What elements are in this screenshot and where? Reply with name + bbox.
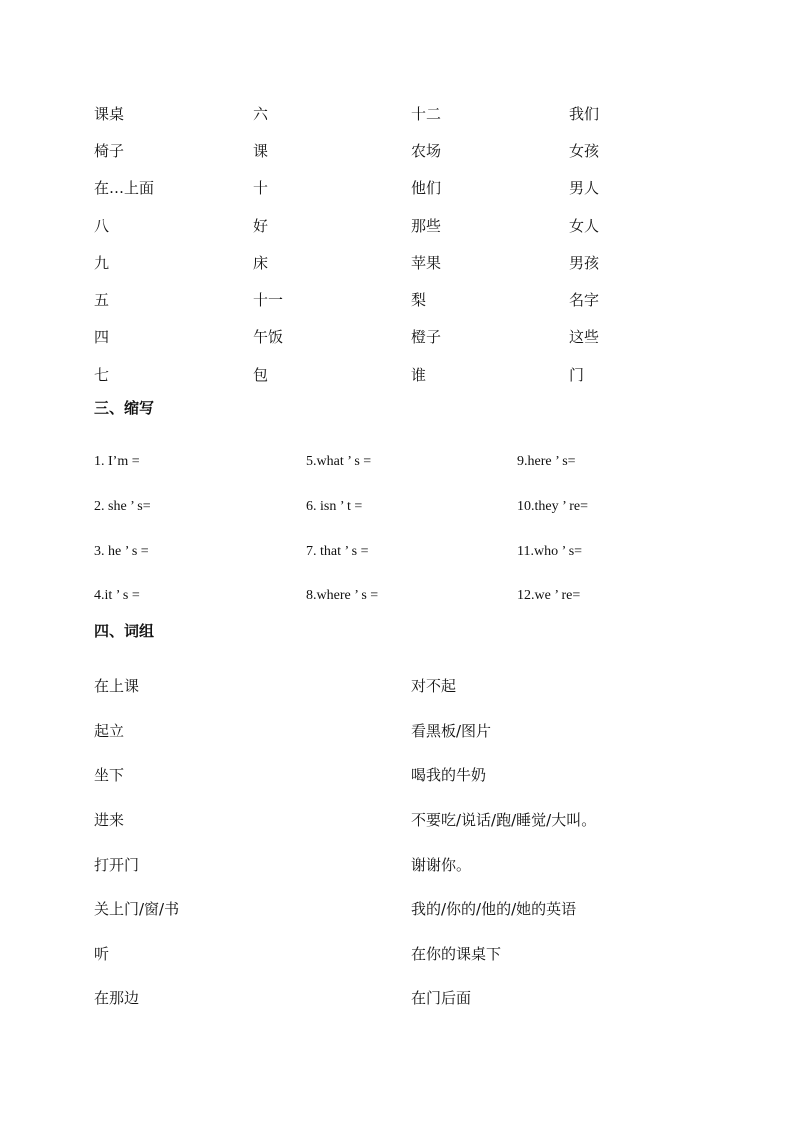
vocab-word: 包 xyxy=(253,365,269,384)
vocab-word: 六 xyxy=(253,104,269,123)
vocab-word: 好 xyxy=(253,216,269,235)
phrase-item: 不要吃/说话/跑/睡觉/大叫。 xyxy=(411,811,597,830)
phrase-row xyxy=(94,798,694,843)
abbreviation-row xyxy=(94,440,654,485)
phrase-item: 在那边 xyxy=(94,989,140,1008)
abbreviation-row xyxy=(94,485,654,530)
phrase-item: 在上课 xyxy=(94,677,140,696)
phrase-item: 关上门/窗/书 xyxy=(94,900,180,919)
vocab-word: 他们 xyxy=(411,179,442,198)
phrase-list xyxy=(94,664,694,1021)
vocab-word: 十一 xyxy=(253,291,284,310)
phrase-row xyxy=(94,932,694,977)
phrase-item: 打开门 xyxy=(94,855,140,874)
vocab-word: 课桌 xyxy=(94,104,125,123)
abbreviation-item: 4.it ’ s = xyxy=(94,588,140,604)
vocab-word: 这些 xyxy=(569,328,600,347)
phrase-row xyxy=(94,976,694,1021)
section-heading-abbreviations: 三、缩写 xyxy=(94,399,155,417)
vocab-row xyxy=(94,281,654,318)
vocab-word: 农场 xyxy=(411,141,442,160)
phrase-item: 我的/你的/他的/她的英语 xyxy=(411,900,577,919)
abbreviation-row xyxy=(94,529,654,574)
vocab-word: 苹果 xyxy=(411,253,442,272)
abbreviation-grid xyxy=(94,440,654,619)
section-heading-phrases: 四、词组 xyxy=(94,622,155,640)
vocab-row xyxy=(94,207,654,244)
vocab-row xyxy=(94,319,654,356)
abbreviation-item: 5.what ’ s = xyxy=(306,454,372,470)
phrase-item: 坐下 xyxy=(94,766,125,785)
phrase-row xyxy=(94,842,694,887)
vocab-word: 午饭 xyxy=(253,328,284,347)
abbreviation-item: 3. he ’ s = xyxy=(94,543,149,559)
phrase-item: 谢谢你。 xyxy=(411,855,472,874)
vocab-row xyxy=(94,95,654,132)
phrase-item: 进来 xyxy=(94,811,125,830)
vocab-word: 在…上面 xyxy=(94,179,155,198)
vocab-word: 男人 xyxy=(569,179,600,198)
phrase-item: 起立 xyxy=(94,721,125,740)
vocab-word: 我们 xyxy=(569,104,600,123)
abbreviation-item: 1. I’m = xyxy=(94,454,140,470)
vocab-word: 名字 xyxy=(569,291,600,310)
vocab-word: 四 xyxy=(94,328,110,347)
vocab-row xyxy=(94,132,654,169)
phrase-item: 看黑板/图片 xyxy=(411,721,492,740)
phrase-item: 在你的课桌下 xyxy=(411,944,502,963)
abbreviation-item: 7. that ’ s = xyxy=(306,543,369,559)
vocab-word: 八 xyxy=(94,216,110,235)
abbreviation-item: 2. she ’ s= xyxy=(94,499,151,515)
vocab-word: 十二 xyxy=(411,104,442,123)
vocab-word: 谁 xyxy=(411,365,427,384)
vocab-row xyxy=(94,170,654,207)
phrase-row xyxy=(94,753,694,798)
abbreviation-item: 12.we ’ re= xyxy=(517,588,581,604)
vocab-word: 课 xyxy=(253,141,269,160)
vocab-word: 橙子 xyxy=(411,328,442,347)
abbreviation-row xyxy=(94,574,654,619)
phrase-row xyxy=(94,664,694,709)
vocab-word: 五 xyxy=(94,291,110,310)
vocab-word: 床 xyxy=(253,253,269,272)
abbreviation-item: 8.where ’ s = xyxy=(306,588,379,604)
vocab-row xyxy=(94,244,654,281)
vocab-word: 椅子 xyxy=(94,141,125,160)
vocab-word: 七 xyxy=(94,365,110,384)
phrase-row xyxy=(94,709,694,754)
phrase-row xyxy=(94,887,694,932)
abbreviation-item: 11.who ’ s= xyxy=(517,543,583,559)
vocab-row xyxy=(94,356,654,393)
vocab-word: 梨 xyxy=(411,291,427,310)
abbreviation-item: 10.they ’ re= xyxy=(517,499,588,515)
vocab-word: 女孩 xyxy=(569,141,600,160)
phrase-item: 对不起 xyxy=(411,677,457,696)
phrase-item: 在门后面 xyxy=(411,989,472,1008)
vocab-word: 女人 xyxy=(569,216,600,235)
vocab-word: 门 xyxy=(569,365,585,384)
phrase-item: 喝我的牛奶 xyxy=(411,766,487,785)
abbreviation-item: 9.here ’ s= xyxy=(517,454,576,470)
vocab-word: 十 xyxy=(253,179,269,198)
abbreviation-item: 6. isn ’ t = xyxy=(306,499,363,515)
vocab-grid xyxy=(94,95,654,393)
phrase-item: 听 xyxy=(94,944,110,963)
vocab-word: 那些 xyxy=(411,216,442,235)
vocab-word: 九 xyxy=(94,253,110,272)
vocab-word: 男孩 xyxy=(569,253,600,272)
